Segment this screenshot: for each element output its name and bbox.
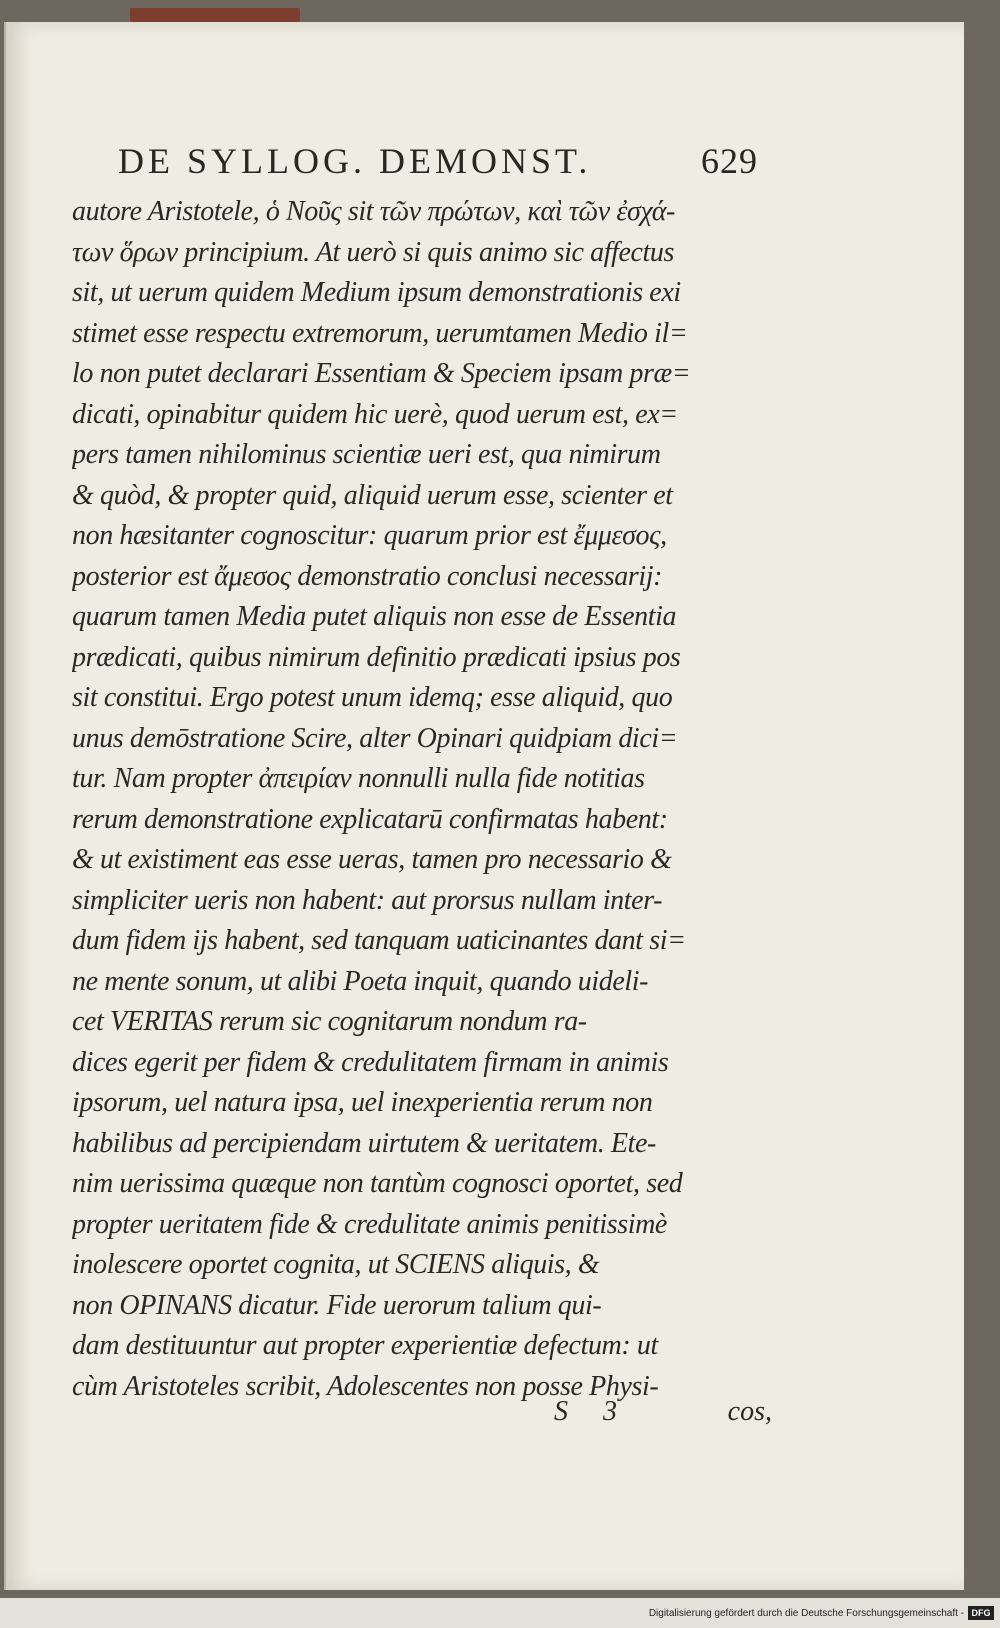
running-head bbox=[118, 140, 758, 190]
text-line: inolescere oportet cognita, ut SCIENS aliquis, & bbox=[72, 1249, 600, 1280]
text-line: non OPINANS dicatur. Fide uerorum talium qui- bbox=[72, 1289, 602, 1321]
text-line: unus demōstratione Scire, alter Opinari quidpiam dici= bbox=[72, 722, 678, 754]
text-line: ipsorum, uel natura ipsa, uel inexperientia rerum non bbox=[72, 1087, 653, 1118]
text-line: sit constitui. Ergo potest unum idemq; esse aliquid, quo bbox=[72, 682, 673, 713]
running-head-title: DE SYLLOG. DEMONST. bbox=[118, 141, 592, 181]
text-line: tur. Nam propter ἀπειρίαν nonnulli nulla fide notitias bbox=[72, 763, 645, 794]
text-line: posterior est ἄμεσος demonstratio conclusi necessarij: bbox=[72, 560, 663, 592]
text-line: stimet esse respectu extremorum, uerumtamen Medio il= bbox=[72, 317, 688, 349]
text-line: των ὅρων principium. At uerò si quis animo sic affectus bbox=[72, 236, 674, 268]
text-line: propter ueritatem fide & credulitate animis penitissimè bbox=[72, 1208, 667, 1240]
dfg-logo: DFG bbox=[968, 1606, 994, 1620]
text-line: ne mente sonum, ut alibi Poeta inquit, quando uideli- bbox=[72, 965, 649, 997]
page-foot bbox=[72, 1396, 772, 1436]
text-line: pers tamen nihilominus scientiæ ueri est, qua nimirum bbox=[72, 439, 661, 470]
text-line: simpliciter ueris non habent: aut prorsus nullam inter- bbox=[72, 884, 663, 916]
text-line: autore Aristotele, ὁ Νοῦς sit τῶν πρώτων, καὶ τῶν ἐσχά- bbox=[72, 196, 675, 227]
text-line: & ut existiment eas esse ueras, tamen pro necessario & bbox=[72, 844, 672, 875]
dfg-credit: Digitalisierung gefördert durch die Deutsche Forschungsgemeinschaft - bbox=[648, 1608, 964, 1619]
text-line: prædicati, quibus nimirum definitio prædicati ipsius pos bbox=[72, 641, 681, 673]
text-line: rerum demonstratione explicatarū confirmatas habent: bbox=[72, 803, 668, 835]
signature-mark: S 3 bbox=[554, 1396, 631, 1427]
text-line: dicati, opinabitur quidem hic uerè, quod uerum est, ex= bbox=[72, 398, 678, 430]
text-line: dum fidem ijs habent, sed tanquam uaticinantes dant si= bbox=[72, 925, 686, 956]
text-line: dam destituuntur aut propter experientiæ defectum: ut bbox=[72, 1330, 658, 1361]
text-line: dices egerit per fidem & credulitatem firmam in animis bbox=[72, 1046, 669, 1078]
body-text bbox=[72, 192, 792, 1407]
page-number: 629 bbox=[701, 141, 758, 181]
text-line: lo non putet declarari Essentiam & Speciem ipsam præ= bbox=[72, 358, 691, 389]
text-line: sit, ut uerum quidem Medium ipsum demonstrationis exi bbox=[72, 277, 681, 308]
text-line: cùm Aristoteles scribit, Adolescentes non posse Physi- bbox=[72, 1370, 659, 1402]
text-line: non hæsitanter cognoscitur: quarum prior est ἔμμεσος, bbox=[72, 520, 667, 551]
text-line: cet VERITAS rerum sic cognitarum nondum ra- bbox=[72, 1006, 587, 1037]
binding-stain bbox=[130, 8, 300, 22]
text-line: & quòd, & propter quid, aliquid uerum esse, scienter et bbox=[72, 479, 673, 511]
text-line: habilibus ad percipiendam uirtutem & ueritatem. Ete- bbox=[72, 1127, 656, 1159]
text-line: nim uerissima quæque non tantùm cognosci oportet, sed bbox=[72, 1168, 683, 1199]
catchword: cos, bbox=[727, 1396, 772, 1427]
text-line: quarum tamen Media putet aliquis non esse de Essentia bbox=[72, 601, 677, 632]
